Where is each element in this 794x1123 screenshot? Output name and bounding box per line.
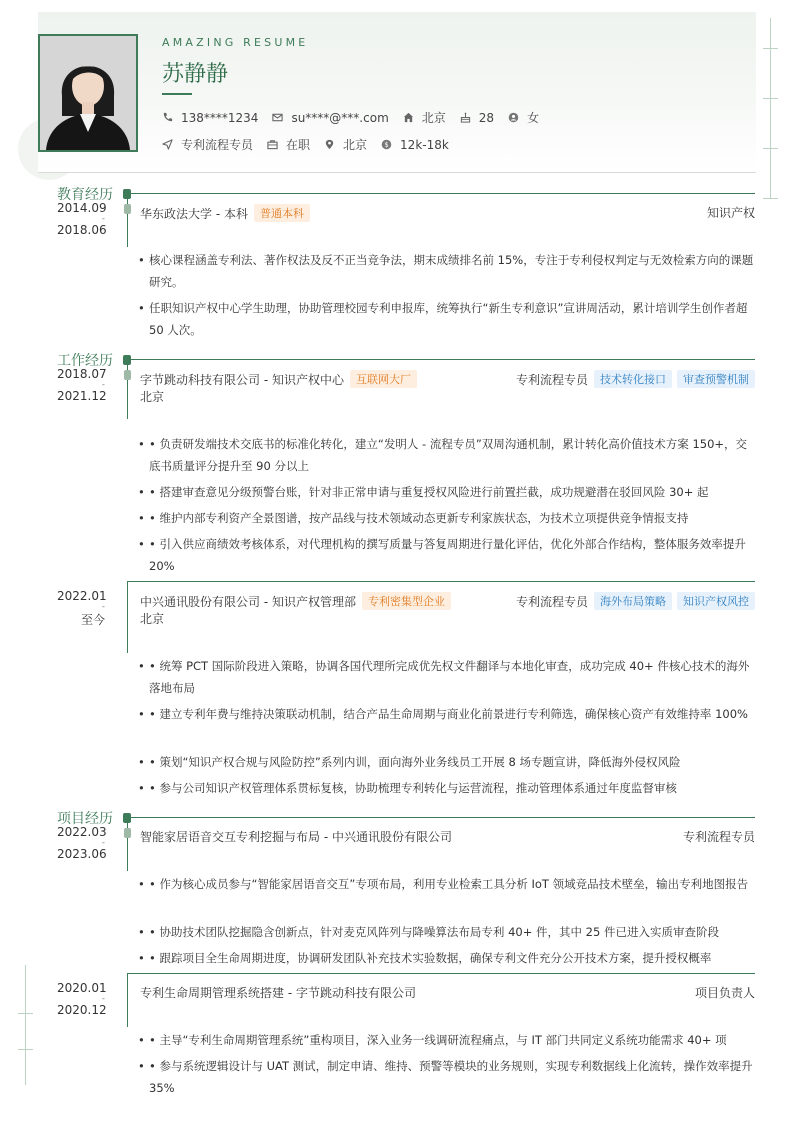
work-city: 北京 (140, 612, 165, 626)
bullet-item: • • 策划“知识产权合规与风险防控”系列内训，面向海外业务线员工开展 8 场专题宣讲，降低海外侵权风险 (138, 755, 681, 769)
section-title-projects: 项目经历 (57, 811, 113, 827)
skill-tag: 知识产权风控 (677, 592, 755, 610)
entry-marker (124, 828, 131, 838)
entry-date: 2022.01 - 至今 (57, 589, 107, 627)
date-start: 2022.01 (57, 589, 107, 603)
bullet-item: • • 搭建审查意见分级预警台账，针对非正常申请与重复授权风险进行前置拦截，成功规避潜在驳回风险 30+ 起 (138, 485, 709, 499)
date-start: 2020.01 (57, 981, 107, 995)
job-role (516, 370, 755, 388)
school-type-tag: 普通本科 (254, 204, 310, 222)
salary-text: 12k-18k (400, 137, 449, 152)
bullet-item: • • 主导“专利生命周期管理系统”重构项目，深入业务一线调研流程痛点，与 IT 部门共同定义系统功能需求 40+ 项 (138, 1033, 727, 1047)
section-divider (125, 817, 755, 818)
person-name: 苏静静 (162, 62, 229, 87)
job-role (516, 592, 755, 610)
entry-timeline-line (127, 581, 128, 653)
entry-marker (124, 204, 131, 214)
status-item (267, 136, 310, 153)
entry-date: 2022.03 - 2023.06 (57, 825, 107, 861)
user-circle-icon (508, 112, 519, 123)
major (707, 204, 755, 221)
org-text: 字节跳动科技有限公司 - 知识产权中心 (140, 372, 344, 387)
role-text: 专利流程专员 (515, 372, 588, 387)
gender-text: 女 (527, 111, 540, 125)
section-title-work: 工作经历 (57, 353, 113, 369)
phone-icon (162, 112, 173, 123)
role-text: 专利流程专员 (682, 830, 755, 844)
mail-icon (272, 112, 283, 123)
entry-divider (127, 973, 755, 974)
email-item (272, 111, 388, 125)
project-name (140, 828, 452, 845)
entry-date: 2014.09 - 2018.06 (57, 201, 107, 237)
location-text: 北京 (343, 138, 368, 152)
company-type-tag: 专利密集型企业 (362, 592, 451, 610)
date-start: 2018.07 (57, 367, 107, 381)
skill-tag: 审查预警机制 (677, 370, 755, 388)
age-item (460, 111, 494, 125)
role-text: 项目负责人 (694, 986, 755, 1000)
major-text: 知识产权 (706, 206, 755, 220)
status-text: 在职 (286, 138, 311, 152)
home-icon (403, 112, 414, 123)
date-end: 2023.06 (57, 847, 107, 861)
entry-divider (127, 581, 755, 582)
skill-tag: 海外布局策略 (594, 592, 672, 610)
phone-item (162, 111, 258, 125)
decor-tick (18, 1013, 33, 1014)
entry-date: 2018.07 - 2021.12 (57, 367, 107, 403)
bullet-item: • • 建立专利年费与维持决策联动机制，结合产品生命周期与商业化前景进行专利筛选，确保核心资产有效维持率 100% (138, 707, 748, 721)
money-icon (381, 139, 392, 150)
org-text: 专利生命周期管理系统搭建 - 字节跳动科技有限公司 (140, 986, 416, 1000)
bullet-item: • • 跟踪项目全生命周期进度，协调研发团队补充技术实验数据，确保专利文件充分公开技术方案，提升授权概率 (138, 951, 712, 965)
salary-item (381, 138, 449, 152)
location-pin-icon (324, 139, 335, 150)
bullet-item: • 任职知识产权中心学生助理，协助管理校园专利申报库，统筹执行“新生专利意识”宣讲周活动，累计培训学生创作者超 50 人次。 (138, 301, 748, 337)
entry-timeline-line (127, 973, 128, 1027)
decor-vertical-line-right (770, 18, 771, 198)
work-city: 北京 (140, 390, 165, 404)
bullet-item: • • 引入供应商绩效考核体系，对代理机构的撰写质量与答复周期进行量化评估，优化外部合作结构，整体服务效率提升 20% (138, 537, 746, 573)
position-item (162, 136, 253, 153)
avatar-photo (38, 34, 138, 152)
entry-timeline-line (127, 193, 128, 247)
brand-tagline: AMAZING RESUME (162, 36, 309, 49)
date-start: 2022.03 (57, 825, 107, 839)
name-underline (162, 93, 192, 95)
age-text: 28 (478, 110, 495, 125)
date-end: 2018.06 (57, 223, 107, 237)
bullet-item: • • 参与公司知识产权管理体系贯标复核，协助梳理专利转化与运营流程，推动管理体系通过年度监督审核 (138, 781, 677, 795)
decor-tick (763, 48, 778, 49)
school-name (140, 204, 310, 222)
project-role (695, 984, 755, 1001)
company-name (140, 592, 451, 610)
date-end: 2020.12 (57, 1003, 107, 1017)
position-text: 专利流程专员 (181, 138, 254, 152)
location-item (324, 136, 367, 153)
home-item (403, 109, 446, 126)
bullet-item: • • 参与系统逻辑设计与 UAT 测试，制定申请、维持、预警等模块的业务规则，实现专利数据线上化流转，操作效率提升 35% (138, 1059, 753, 1095)
svg-text:$: $ (384, 140, 389, 149)
date-start: 2014.09 (57, 201, 107, 215)
bullet-item: • • 维护内部专利资产全景图谱，按产品线与技术领域动态更新专利家族状态，为技术立项提供竞争情报支持 (138, 511, 689, 525)
bullet-item: • • 负责研发端技术交底书的标准化转化，建立“发明人 - 流程专员”双周沟通机制，累计转化高价值技术方案 150+，交底书质量评分提升至 90 分以上 (138, 437, 748, 473)
role-text: 专利流程专员 (515, 594, 588, 609)
project-role (683, 828, 755, 845)
job-intent-row (162, 136, 463, 153)
bullet-item: • • 协助技术团队挖掘隐含创新点，针对麦克风阵列与降噪算法布局专利 40+ 件，其中 25 件已进入实质审查阶段 (138, 925, 719, 939)
bullet-item: • • 作为核心成员参与“智能家居语音交互”专项布局，利用专业检索工具分析 IoT 领域竞品技术壁垒，输出专利地图报告 (138, 877, 749, 891)
date-end: 至今 (80, 613, 105, 627)
decor-vertical-line-left (25, 965, 26, 1085)
home-text: 北京 (421, 111, 446, 125)
gender-item (508, 109, 539, 126)
org-text: 智能家居语音交互专利挖掘与布局 - 中兴通讯股份有限公司 (140, 830, 452, 844)
entry-marker (124, 370, 131, 380)
section-title-education: 教育经历 (57, 187, 113, 203)
bullet-item: • • 统筹 PCT 国际阶段进入策略，协调各国代理所完成优先权文件翻译与本地化审查，成功完成 40+ 件核心技术的海外落地布局 (138, 659, 750, 695)
company-type-tag: 互联网大厂 (350, 370, 417, 388)
decor-tick (18, 1049, 33, 1050)
bullet-item: • 核心课程涵盖专利法、著作权法及反不正当竞争法，期末成绩排名前 15%，专注于专利侵权判定与无效检索方向的课题研究。 (138, 253, 754, 289)
date-end: 2021.12 (57, 389, 107, 403)
email-text: su****@***.com (291, 110, 389, 125)
briefcase-icon (267, 139, 278, 150)
project-name (140, 984, 416, 1001)
contact-row (162, 109, 553, 126)
entry-timeline-line (127, 359, 128, 419)
decor-tick (763, 148, 778, 149)
entry-date: 2020.01 - 2020.12 (57, 981, 107, 1017)
decor-tick (763, 98, 778, 99)
section-divider (125, 359, 755, 360)
org-text: 中兴通讯股份有限公司 - 知识产权管理部 (140, 594, 356, 609)
skill-tag: 技术转化接口 (594, 370, 672, 388)
section-divider (125, 193, 755, 194)
cake-icon (460, 112, 471, 123)
phone-text: 138****1234 (181, 110, 259, 125)
entry-timeline-line (127, 817, 128, 871)
send-icon (162, 139, 173, 150)
org-text: 华东政法大学 - 本科 (140, 206, 248, 221)
company-name (140, 370, 417, 388)
decor-tick (763, 198, 778, 199)
